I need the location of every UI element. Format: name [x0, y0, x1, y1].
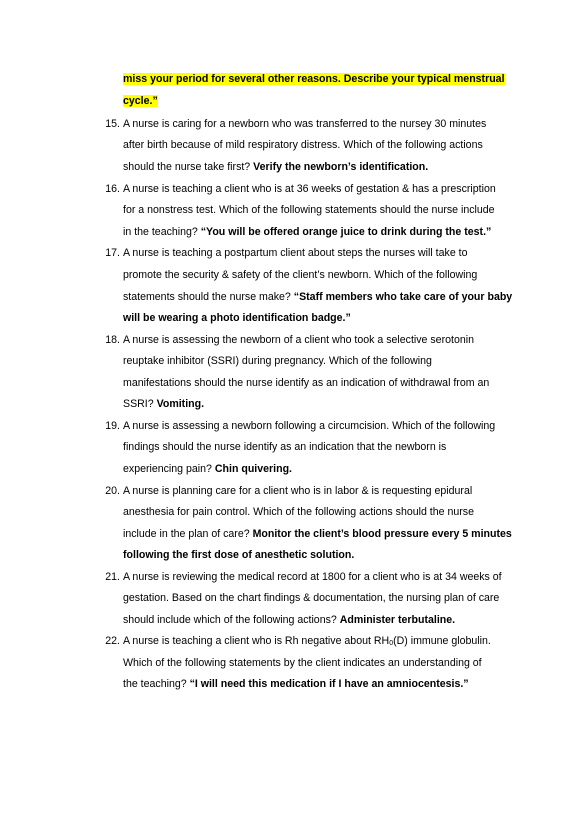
answer-text: following the first dose of anesthetic solution.: [123, 549, 355, 561]
question-number: 17.: [105, 247, 120, 259]
question-line: [123, 634, 491, 648]
question-text: A nurse is teaching a client who is at 36 weeks of gestation & has a prescription: [123, 183, 496, 195]
question-text: for a nonstress test. Which of the following statements should the nurse include: [123, 204, 495, 216]
answer-text: Verify the newborn’s identification.: [253, 161, 429, 173]
question-text: A nurse is planning care for a client who is in labor & is requesting epidural: [123, 485, 473, 497]
question-line: [123, 160, 428, 174]
question-text: A nurse is teaching a client who is Rh negative about RH: [123, 635, 390, 647]
answer-text: Monitor the client’s blood pressure every 5 minutes: [252, 528, 512, 540]
answer-text: Chin quivering.: [214, 463, 292, 475]
intro-answer-text: miss your period for several other reasons. Describe your typical menstrual: [123, 73, 505, 85]
question-text: should the nurse take first?: [123, 161, 254, 173]
question-line: [123, 397, 204, 411]
question-text: A nurse is assessing a newborn following a circumcision. Which of the following: [123, 420, 496, 432]
question-text: SSRI?: [123, 398, 157, 410]
answer-text: “I will need this medication if I have an amniocentesis.”: [189, 678, 469, 690]
question-text: A nurse is caring for a newborn who was transferred to the nursey 30 minutes: [123, 118, 487, 130]
question-text: Which of the following statements by the client indicates an understanding of: [123, 657, 482, 669]
question-text: A nurse is teaching a postpartum client about steps the nurses will take to: [123, 247, 468, 259]
question-text: the teaching?: [123, 678, 190, 690]
question-text: gestation. Based on the chart findings & documentation, the nursing plan of care: [123, 592, 500, 604]
question-text: A nurse is assessing the newborn of a client who took a selective serotonin: [123, 334, 474, 346]
question-line: [123, 290, 512, 304]
question-number: 16.: [105, 183, 120, 195]
answer-text: “Staff members who take care of your baby: [293, 291, 513, 303]
question-number: 18.: [105, 334, 120, 346]
question-line: [123, 527, 512, 541]
question-number: 19.: [105, 420, 120, 432]
question-number: 15.: [105, 118, 120, 130]
question-line: [123, 677, 469, 691]
question-line: [123, 613, 455, 627]
question-line: [123, 225, 491, 239]
answer-text: “You will be offered orange juice to drink during the test.”: [200, 226, 492, 238]
question-text: anesthesia for pain control. Which of the following actions should the nurse: [123, 506, 474, 518]
question-number: 21.: [105, 571, 120, 583]
question-text: after birth because of mild respiratory distress. Which of the following actions: [123, 139, 483, 151]
question-text: promote the security & safety of the client’s newborn. Which of the following: [123, 269, 478, 281]
question-text: A nurse is reviewing the medical record at 1800 for a client who is at 34 weeks of: [123, 571, 502, 583]
question-text: reuptake inhibitor (SSRI) during pregnancy. Which of the following: [123, 355, 432, 367]
answer-text: will be wearing a photo identification badge.”: [123, 312, 351, 324]
question-number: 22.: [105, 635, 120, 647]
intro-line: [123, 72, 505, 86]
question-text: (D) immune globulin.: [393, 635, 491, 647]
question-text: experiencing pain?: [123, 463, 215, 475]
question-number: 20.: [105, 485, 120, 497]
question-text: should include which of the following actions?: [123, 614, 340, 626]
subscript-text: 0: [389, 640, 394, 647]
question-text: include in the plan of care?: [123, 528, 253, 540]
question-line: [123, 462, 292, 476]
intro-answer-text: cycle.”: [123, 95, 158, 107]
intro-line: [123, 94, 158, 108]
question-text: manifestations should the nurse identify as an indication of withdrawal from an: [123, 377, 490, 389]
question-text: statements should the nurse make?: [123, 291, 294, 303]
answer-text: Vomiting.: [156, 398, 205, 410]
question-text: findings should the nurse identify as an indication that the newborn is: [123, 441, 447, 453]
question-text: in the teaching?: [123, 226, 201, 238]
answer-text: Administer terbutaline.: [339, 614, 456, 626]
